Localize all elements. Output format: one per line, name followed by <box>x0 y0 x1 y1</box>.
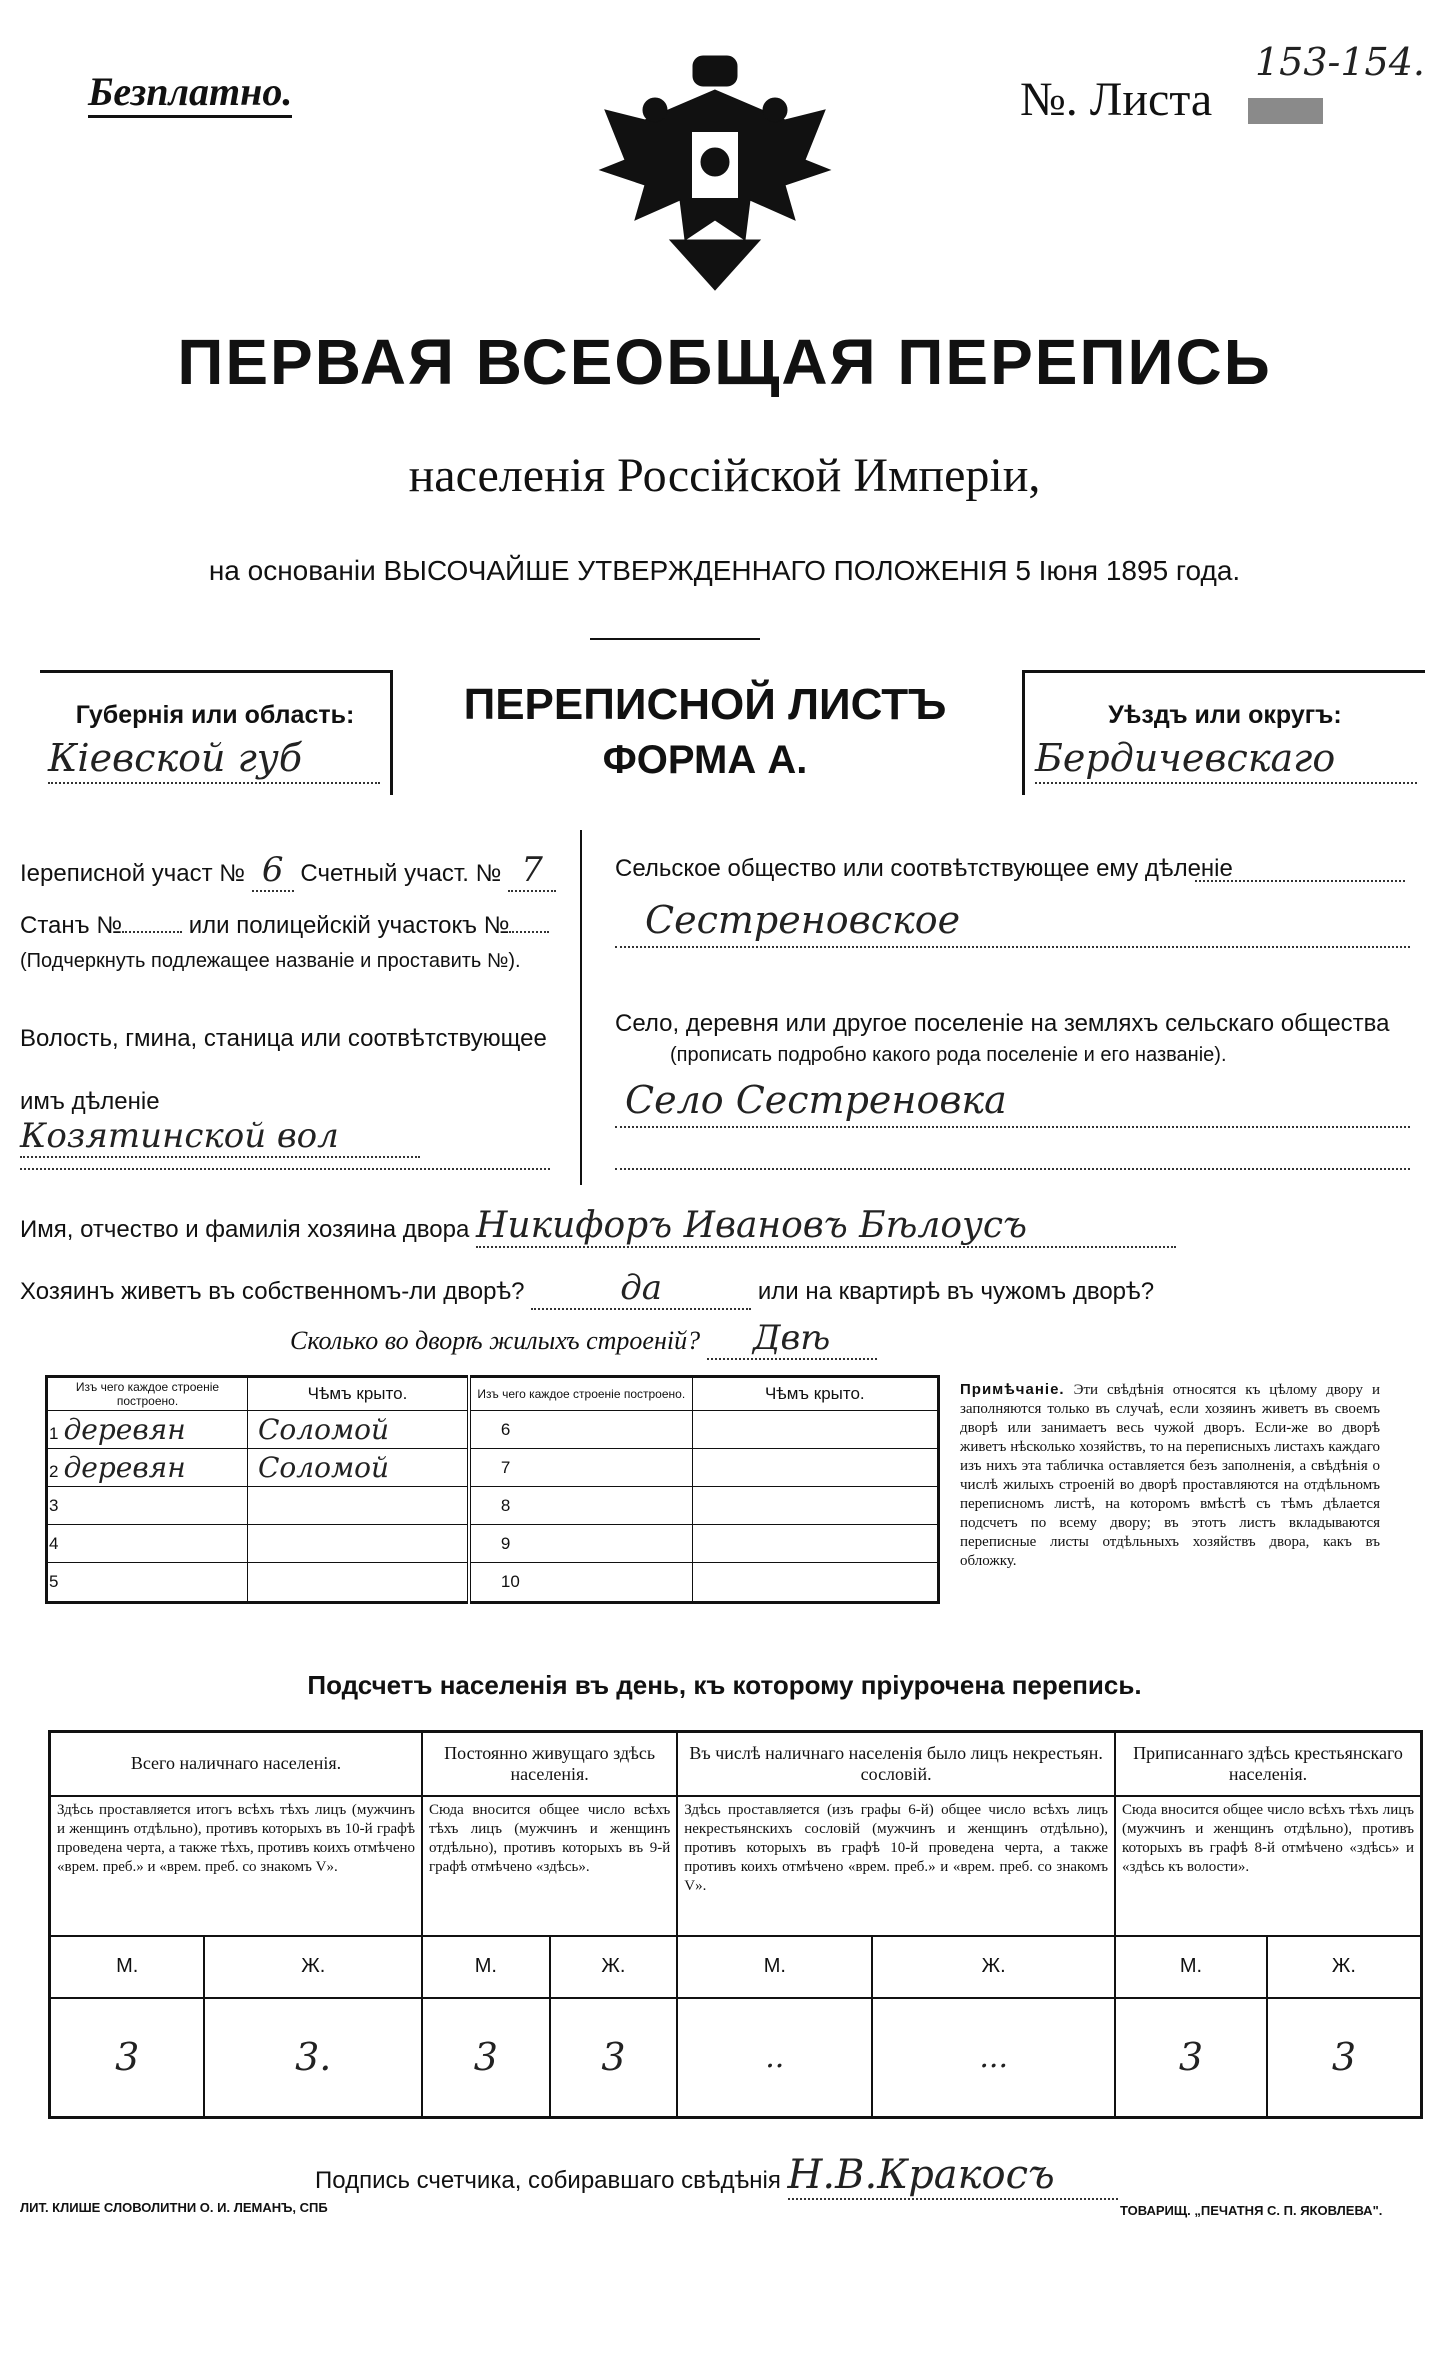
underline-note: (Подчеркнуть подлежащее названіе и проставить №). <box>20 950 521 972</box>
gubernia-value: Кіевской губ <box>48 736 380 784</box>
row-number: 10 <box>469 1563 692 1603</box>
obshchestvo-dots <box>1195 880 1405 882</box>
volost-value: Козятинской вол <box>20 1116 420 1158</box>
count-m-2: 3 <box>422 1998 550 2118</box>
uchast-label: Іереписной участ № <box>20 860 246 887</box>
uchast-value: 6 <box>252 850 294 892</box>
selo-extra-line <box>615 1168 1410 1170</box>
row-number: 9 <box>469 1525 692 1563</box>
table-row <box>47 1563 939 1603</box>
roof-cell <box>248 1525 469 1563</box>
uchast-row <box>20 850 556 892</box>
count-table <box>48 1730 1423 2119</box>
row-number: 1 <box>49 1424 59 1443</box>
roof-cell <box>692 1449 938 1487</box>
table-row <box>47 1449 939 1487</box>
buildings-label: Сколько во дворѣ жилыхъ строеній? <box>290 1326 701 1355</box>
police-label: или полицейскій участокъ № <box>188 912 510 939</box>
roof-cell: Соломой <box>248 1449 469 1487</box>
col-material-left: Изъ чего каждое строеніе построено. <box>47 1377 248 1411</box>
m-label: М. <box>422 1936 550 1998</box>
ornament-divider <box>590 638 760 640</box>
count-f-3: ... <box>872 1998 1115 2118</box>
selo-label: Село, деревня или другое поселеніе на земляхъ сельскаго общества <box>615 1010 1390 1037</box>
table-row <box>47 1525 939 1563</box>
count-col-desc-2: Сюда вносится общее число всѣхъ тѣхъ лицъ (мужчинъ и женщинъ отдѣльно), противъ которыхъ въ 9-й графѣ отмѣчено «здѣсь». <box>422 1796 677 1936</box>
row-number: 8 <box>469 1487 692 1525</box>
roof-cell: Соломой <box>248 1411 469 1449</box>
own-yard-value: да <box>531 1268 751 1310</box>
schet-value: 7 <box>508 850 556 892</box>
count-col-head-2: Постоянно живущаго здѣсь населенія. <box>422 1732 677 1796</box>
f-label: Ж. <box>550 1936 678 1998</box>
row-number: 4 <box>47 1525 248 1563</box>
col-material-right: Изъ чего каждое строеніе построено. <box>469 1377 692 1411</box>
row-number: 3 <box>47 1487 248 1525</box>
row-number: 5 <box>47 1563 248 1603</box>
count-f-1: 3. <box>204 1998 422 2118</box>
signature-row <box>315 2152 1118 2200</box>
stan-row <box>20 912 549 940</box>
count-m-1: 3 <box>50 1998 205 2118</box>
count-f-2: 3 <box>550 1998 678 2118</box>
own-yard-label: Хозяинъ живетъ въ собственномъ-ли дворѣ? <box>20 1278 525 1305</box>
sheet-number-label: №. Листа <box>1020 73 1213 126</box>
volost-extra-line <box>20 1168 550 1170</box>
col-roof-left: Чѣмъ крыто. <box>248 1377 469 1411</box>
col-roof-right: Чѣмъ крыто. <box>692 1377 938 1411</box>
redaction-block <box>1248 98 1323 124</box>
volost-row <box>20 1088 560 1158</box>
buildings-row <box>290 1318 877 1360</box>
note-block <box>960 1380 1380 1571</box>
roof-cell <box>692 1563 938 1603</box>
table-row <box>47 1487 939 1525</box>
owner-name-value: Никифоръ Ивановъ Бѣлоусъ <box>476 1205 1176 1248</box>
table-row <box>47 1411 939 1449</box>
subtitle: населенія Россійской Имперіи, <box>408 449 1041 502</box>
obshchestvo-label: Сельское общество или соотвѣтствующее ему дѣленіе <box>615 855 1233 882</box>
uezd-value: Бердичевскаго <box>1035 736 1417 784</box>
gubernia-box <box>40 670 393 795</box>
row-number: 6 <box>469 1411 692 1449</box>
m-label: М. <box>50 1936 205 1998</box>
volost-label: Волость, гмина, станица или соотвѣтствующее <box>20 1025 547 1052</box>
uezd-label: Уѣздъ или округъ: <box>1108 701 1342 729</box>
count-col-head-1: Всего наличнаго населенія. <box>50 1732 423 1796</box>
count-m-3: .. <box>677 1998 872 2118</box>
owner-home-row <box>20 1268 1180 1310</box>
list-title: ПЕРЕПИСНОЙ ЛИСТЪ <box>463 680 947 729</box>
footer-right: ТОВАРИЩ. „ПЕЧАТНЯ С. П. ЯКОВЛЕВА". <box>1120 2203 1383 2218</box>
owner-name-row <box>20 1205 1180 1248</box>
count-col-desc-3: Здѣсь проставляется (изъ графы 6-й) общее число всѣхъ лицъ некрестьянскихъ сословій (мужчинъ и женщинъ отдѣльно), противъ которыхъ въ графѣ 10-й проведена черта, а также противъ коихъ отмѣчено «врем. преб.» и «врем. преб. со знакомъ V». <box>677 1796 1115 1936</box>
signature-value: Н.В.Кракосъ <box>788 2152 1118 2200</box>
m-label: М. <box>1115 1936 1267 1998</box>
form-name: ФОРМА А. <box>602 738 808 782</box>
rent-label: или на квартирѣ въ чужомъ дворѣ? <box>757 1278 1155 1305</box>
f-label: Ж. <box>1267 1936 1422 1998</box>
roof-cell <box>692 1525 938 1563</box>
count-m-4: 3 <box>1115 1998 1267 2118</box>
uezd-box <box>1022 670 1425 795</box>
gubernia-label: Губернія или область: <box>75 701 355 729</box>
stan-label: Станъ № <box>20 912 123 939</box>
count-f-4: 3 <box>1267 1998 1422 2118</box>
row-number: 7 <box>469 1449 692 1487</box>
material-cell: деревян <box>63 1413 186 1446</box>
buildings-table <box>45 1375 940 1604</box>
count-col-head-4: Приписаннаго здѣсь крестьянскаго населенія. <box>1115 1732 1421 1796</box>
f-label: Ж. <box>204 1936 422 1998</box>
volost-label2: имъ дѣленіе <box>20 1088 160 1115</box>
column-divider <box>580 830 582 1185</box>
selo-note: (прописать подробно какого рода поселеніе и его названіе). <box>670 1044 1227 1066</box>
m-label: М. <box>677 1936 872 1998</box>
note-text: Эти свѣдѣнія относятся къ цѣлому двору и заполняются только въ случаѣ, если хозяинъ живетъ въ своемъ дворѣ или занимаетъ весь чужой дворъ. Если-же во дворѣ живетъ нѣсколько хозяйствъ, то на переписныхъ листахъ каждаго изъ нихъ эта табличка оставляется безъ заполненія, а свѣдѣнія о числѣ жилыхъ строеній во дворѣ проставляются на отдѣльномъ переписномъ листѣ, на которомъ вмѣстѣ съ тѣмъ дѣлается подсчетъ по всему двору; въ этотъ листъ вкладываются переписные листы отдѣльныхъ хозяйствъ двора, какъ въ обложку. <box>960 1382 1381 1569</box>
count-col-desc-1: Здѣсь проставляется итогъ всѣхъ тѣхъ лицъ (мужчинъ и женщинъ отдѣльно), противъ которыхъ въ 10-й графѣ проведена черта, а также тѣхъ, противъ коихъ отмѣчено «врем. преб.» и «врем. преб. со знакомъ V». <box>50 1796 423 1936</box>
buildings-value: Двѣ <box>707 1318 877 1360</box>
row-number: 2 <box>49 1462 59 1481</box>
main-title: ПЕРВАЯ ВСЕОБЩАЯ ПЕРЕПИСЬ <box>177 326 1272 398</box>
f-label: Ж. <box>872 1936 1115 1998</box>
roof-cell <box>248 1563 469 1603</box>
count-col-desc-4: Сюда вносится общее число всѣхъ тѣхъ лицъ (мужчинъ и женщинъ отдѣльно), противъ которыхъ въ графѣ 8-й отмѣчено «здѣсь» и «здѣсь къ волости». <box>1115 1796 1421 1936</box>
roof-cell <box>692 1487 938 1525</box>
material-cell: деревян <box>63 1451 186 1484</box>
basis-line: на основаніи ВЫСОЧАЙШЕ УТВЕРЖДЕННАГО ПОЛОЖЕНІЯ 5 Іюня 1895 года. <box>208 555 1241 586</box>
count-title: Подсчетъ населенія въ день, къ которому пріурочена перепись. <box>307 1670 1142 1700</box>
obshchestvo-value: Сестреновское <box>615 898 1410 948</box>
sheet-number-value: 153-154. <box>1255 40 1425 84</box>
free-label: Безплатно. <box>88 68 292 118</box>
double-headed-eagle-emblem <box>585 50 845 300</box>
roof-cell <box>248 1487 469 1525</box>
roof-cell <box>692 1411 938 1449</box>
footer-left: ЛИТ. КЛИШЕ СЛОВОЛИТНИ О. И. ЛЕМАНЪ, СПБ <box>20 2200 328 2215</box>
owner-name-label: Имя, отчество и фамилія хозяина двора <box>20 1216 470 1243</box>
signature-label: Подпись счетчика, собиравшаго свѣдѣнія <box>315 2167 781 2194</box>
note-head: Примѣчаніе. <box>960 1381 1065 1398</box>
count-col-head-3: Въ числѣ наличнаго населенія было лицъ некрестьян. сословій. <box>677 1732 1115 1796</box>
selo-value: Село Сестреновка <box>615 1078 1410 1128</box>
schet-label: Счетный участ. № <box>300 860 502 887</box>
